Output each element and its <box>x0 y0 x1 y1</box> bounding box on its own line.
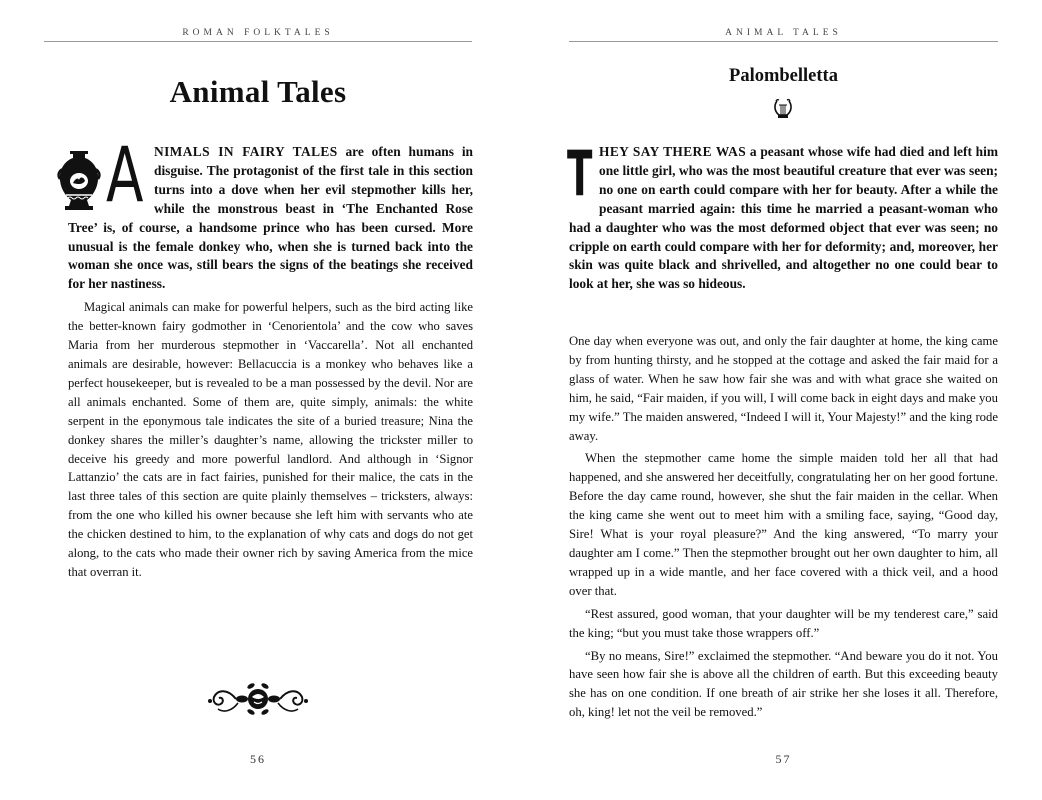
story-paragraph: “By no means, Sire!” exclaimed the stepmother. “And beware you do it not. You have seen how fair she is above all the children of earth. But this exceeding beauty she has on one condition. If one breath of air strike her she loses it all. Therefore, oh, king! let not the veil be removed.” <box>569 648 998 720</box>
lead-text: a peasant whose wife had died and left him one little girl, who was the most beautiful creature that ever was seen; no one on earth could compare with her for beauty. After a while the peasant married again: this time he married a peasant-woman who had a daughter who was the most deformed object that ever was seen; no cripple on earth could compare with her for deformity; and, moreover, her skin was quite black and shrivelled, and altogether no one could bear to look at her, she was so hideous. <box>569 144 998 292</box>
right-page <box>569 0 998 800</box>
left-body <box>68 130 473 582</box>
page-number-left: 56 <box>250 752 266 766</box>
lead-smallcaps: HEY SAY THERE WAS <box>599 144 747 159</box>
amphora-icon <box>56 149 102 215</box>
story-paragraph: When the stepmother came home the simple maiden told her all that had happened, and she answered her deceitfully, congratulating her on her good fortune. Before the day came round, however, she shut the fair maiden in the cellar. When the king came she went out to meet him with a smiling face, saying, “Good day, Sire! What is your royal pleasure?” And the king answered, “To marry your daughter am I come.” Then the stepmother brought out her own daughter to him, all wrapped up in a wide mantle, and her face covered with a thick veil, and a hood over that. <box>569 451 998 598</box>
left-page <box>44 0 472 800</box>
header-rule-left <box>44 41 472 42</box>
story-title: Palombelletta <box>729 66 838 86</box>
page-number-right: 57 <box>775 752 792 766</box>
story-paragraph: One day when everyone was out, and only the fair daughter at home, the king came by from hunting thirsty, and he stopped at the cottage and asked the fair maid for a glass of water. When he saw how fair she was and with what grace she waited on him, he said, “Fair maiden, if you will, I will come back in eight days and make you my wife.” The maiden answered, “Indeed I will it, Your Majesty!” and the king rode away. <box>569 334 998 443</box>
running-head-left: ROMAN FOLKTALES <box>182 28 334 38</box>
intro-text: are often humans in disguise. The protagonist of the first tale in this section turns into a dove when her evil stepmother kills her, while the monstrous beast in ‘The Enchanted Rose Tree’ is, of course, a handsome prince who has been cursed. More unusual is the female donkey who, when she is turned back into the woman she once was, still bears the signs of the beatings she received for her nastiness. <box>68 144 473 292</box>
chapter-title: Animal Tales <box>169 74 347 109</box>
right-body <box>569 332 998 722</box>
lyre-icon <box>773 98 793 120</box>
intro-smallcaps: NIMALS IN FAIRY TALES <box>154 144 338 159</box>
body-paragraph: Magical animals can make for powerful helpers, such as the bird acting like the better-known fairy godmother in ‘Cenorientola’ and the cow who saves Maria from her murderous stepmother in ‘Vaccarella’. Not all enchanted animals are desirable, however: Bellacuccia is a monkey who behaves like a perfect housekeeper, but is revealed to be a man possessed by the devil. Nor are all animals enchanted. Some of them are, quite simply, animals: the white serpent in the eponymous tale indicates the site of a buried treasure; Nina the donkey shares the miller’s daughter’s name, allowing the trickster miller to deceive his greedy and more powerful landlord. And although in ‘Signor Lattanzio’ the cats are in fact fairies, punished for their malice, the cats in the last three tales of this section are quite plainly themselves – tricksters, always: from the one who killed his owner because she left him with servants who ate the chicken destined to him, to the explanation of why cats and dogs do not get along, to the cats who made their owner rich by saving America from the mice that overran it. <box>68 300 473 579</box>
intro-paragraph <box>68 130 473 294</box>
running-head-right: ANIMAL TALES <box>725 28 842 38</box>
drop-cap-a: A <box>106 130 144 219</box>
header-rule-right <box>569 41 998 42</box>
story-lead-paragraph <box>567 137 998 294</box>
drop-cap-t: T <box>567 137 593 210</box>
story-paragraph: “Rest assured, good woman, that your daughter will be my tenderest care,” said the king; “but you must take those wrappers off.” <box>569 606 998 640</box>
rose-ornament-icon <box>204 677 312 721</box>
